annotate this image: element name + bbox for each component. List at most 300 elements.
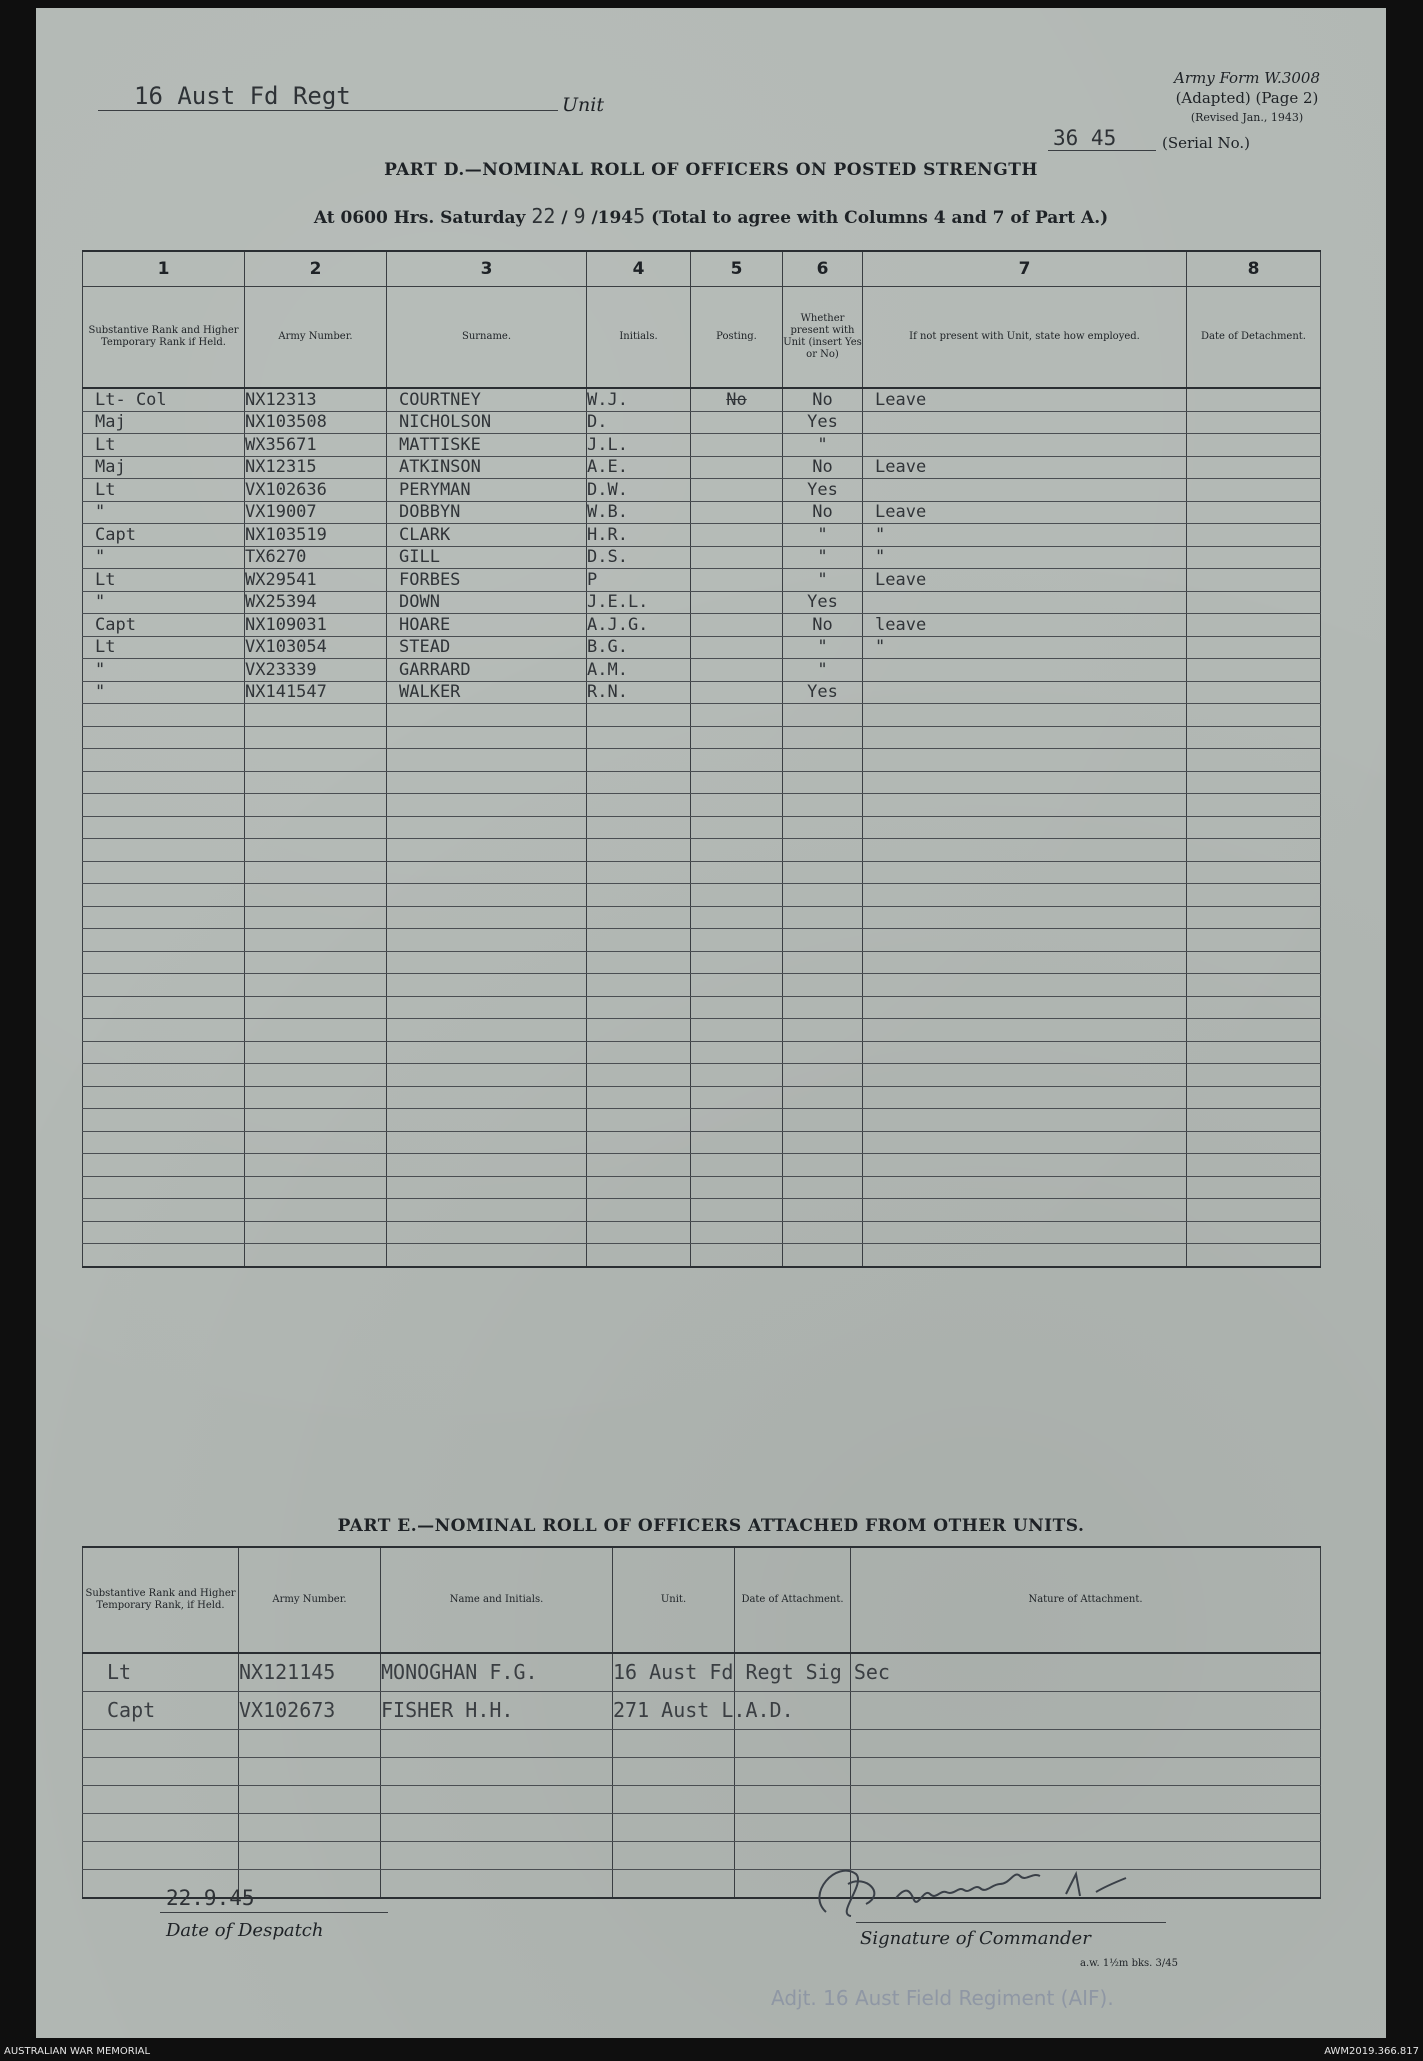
cell-nature bbox=[851, 1653, 1321, 1691]
cell-number bbox=[245, 974, 387, 997]
cell-present bbox=[783, 1041, 863, 1064]
date-year-prefix: /194 bbox=[591, 208, 634, 228]
cell-unit bbox=[613, 1869, 735, 1898]
cell-number bbox=[245, 771, 387, 794]
cell-unit bbox=[613, 1757, 735, 1785]
cell-number bbox=[239, 1869, 381, 1898]
cell-surname bbox=[387, 996, 587, 1019]
cell-detachment bbox=[1187, 434, 1321, 457]
cell-employed bbox=[863, 1109, 1187, 1132]
cell-name bbox=[381, 1841, 613, 1869]
table-row bbox=[83, 951, 1321, 974]
part-e-title: PART E.—NOMINAL ROLL OF OFFICERS ATTACHED FROM OTHER UNITS. bbox=[337, 1516, 1085, 1536]
cell-detachment bbox=[1187, 524, 1321, 547]
cell-initials: A.E. bbox=[587, 456, 691, 479]
cell-employed: Leave bbox=[863, 456, 1187, 479]
cell-posting bbox=[691, 1244, 783, 1267]
cell-initials bbox=[587, 1176, 691, 1199]
adjutant-stamp: Adjt. 16 Aust Field Regiment (AIF). bbox=[771, 1986, 1114, 2010]
cell-posting bbox=[691, 951, 783, 974]
table-row bbox=[83, 1019, 1321, 1042]
cell-surname bbox=[387, 794, 587, 817]
cell-rank bbox=[83, 1199, 245, 1222]
table-row bbox=[83, 906, 1321, 929]
cell-number: NX12313 bbox=[245, 388, 387, 411]
column-header: Date of Attachment. bbox=[735, 1547, 851, 1653]
table-row bbox=[83, 704, 1321, 727]
cell-name bbox=[381, 1869, 613, 1898]
table-row bbox=[83, 816, 1321, 839]
cell-number bbox=[245, 884, 387, 907]
cell-rank bbox=[83, 1041, 245, 1064]
cell-rank bbox=[83, 1757, 239, 1785]
cell-employed: " bbox=[863, 546, 1187, 569]
cell-number bbox=[245, 816, 387, 839]
cell-employed: " bbox=[863, 636, 1187, 659]
cell-posting bbox=[691, 884, 783, 907]
cell-surname bbox=[387, 1154, 587, 1177]
cell-rank: Lt bbox=[83, 434, 245, 457]
column-number: 3 bbox=[387, 251, 587, 287]
cell-present: No bbox=[783, 456, 863, 479]
cell-number bbox=[245, 1199, 387, 1222]
cell-initials bbox=[587, 1131, 691, 1154]
date-prefix: At 0600 Hrs. Saturday bbox=[313, 208, 526, 228]
cell-posting bbox=[691, 929, 783, 952]
column-number-row bbox=[83, 251, 1321, 287]
table-row bbox=[83, 884, 1321, 907]
cell-present bbox=[783, 749, 863, 772]
table-row bbox=[83, 388, 1321, 411]
cell-detachment bbox=[1187, 411, 1321, 434]
cell-rank bbox=[83, 1841, 239, 1869]
cell-posting bbox=[691, 1019, 783, 1042]
cell-initials bbox=[587, 996, 691, 1019]
cell-initials bbox=[587, 951, 691, 974]
table-row bbox=[83, 1176, 1321, 1199]
cell-posting bbox=[691, 794, 783, 817]
cell-rank: Lt- Col bbox=[83, 388, 245, 411]
cell-present bbox=[783, 839, 863, 862]
cell-nature bbox=[851, 1757, 1321, 1785]
cell-rank: Capt bbox=[83, 614, 245, 637]
cell-nature bbox=[851, 1691, 1321, 1729]
cell-rank bbox=[83, 816, 245, 839]
cell-number bbox=[245, 749, 387, 772]
cell-number: VX23339 bbox=[245, 659, 387, 682]
column-header: Initials. bbox=[587, 287, 691, 389]
unit-underline bbox=[98, 110, 558, 111]
cell-detachment bbox=[1187, 636, 1321, 659]
cell-detachment bbox=[1187, 1131, 1321, 1154]
cell-unit bbox=[613, 1729, 735, 1757]
cell-rank bbox=[83, 1131, 245, 1154]
cell-employed bbox=[863, 1086, 1187, 1109]
table-row bbox=[83, 996, 1321, 1019]
cell-employed: Leave bbox=[863, 388, 1187, 411]
cell-initials bbox=[587, 1154, 691, 1177]
cell-number bbox=[245, 929, 387, 952]
cell-employed bbox=[863, 816, 1187, 839]
cell-rank: Capt bbox=[83, 1691, 239, 1729]
cell-detachment bbox=[1187, 996, 1321, 1019]
cell-rank bbox=[83, 1244, 245, 1267]
cell-number bbox=[239, 1785, 381, 1813]
cell-date bbox=[735, 1785, 851, 1813]
cell-detachment bbox=[1187, 1221, 1321, 1244]
cell-present bbox=[783, 1176, 863, 1199]
cell-number: WX25394 bbox=[245, 591, 387, 614]
cell-posting bbox=[691, 636, 783, 659]
cell-unit bbox=[613, 1813, 735, 1841]
cell-posting bbox=[691, 1176, 783, 1199]
cell-present: " bbox=[783, 524, 863, 547]
cell-rank bbox=[83, 1109, 245, 1132]
cell-name bbox=[381, 1785, 613, 1813]
cell-rank bbox=[83, 929, 245, 952]
cell-number bbox=[245, 906, 387, 929]
cell-name: FISHER H.H. bbox=[381, 1691, 613, 1729]
cell-number bbox=[245, 1109, 387, 1132]
date-month: 9 bbox=[573, 204, 586, 228]
table-row bbox=[83, 974, 1321, 997]
cell-employed bbox=[863, 704, 1187, 727]
date-year-digit: 5 bbox=[633, 204, 646, 228]
cell-employed bbox=[863, 929, 1187, 952]
cell-posting bbox=[691, 524, 783, 547]
cell-present bbox=[783, 726, 863, 749]
cell-rank: " bbox=[83, 591, 245, 614]
cell-surname bbox=[387, 771, 587, 794]
cell-number bbox=[245, 1041, 387, 1064]
cell-number bbox=[245, 839, 387, 862]
cell-number: VX19007 bbox=[245, 501, 387, 524]
date-day: 22 bbox=[531, 204, 556, 228]
cell-initials bbox=[587, 884, 691, 907]
cell-detachment bbox=[1187, 1244, 1321, 1267]
serial-label: (Serial No.) bbox=[1162, 134, 1250, 152]
cell-posting bbox=[691, 1154, 783, 1177]
cell-posting bbox=[691, 749, 783, 772]
cell-rank bbox=[83, 951, 245, 974]
column-header: Army Number. bbox=[245, 287, 387, 389]
cell-rank bbox=[83, 794, 245, 817]
cell-surname bbox=[387, 726, 587, 749]
cell-present bbox=[783, 951, 863, 974]
cell-posting bbox=[691, 816, 783, 839]
cell-surname: NICHOLSON bbox=[387, 411, 587, 434]
column-number: 7 bbox=[863, 251, 1187, 287]
table-row bbox=[83, 749, 1321, 772]
cell-employed bbox=[863, 726, 1187, 749]
form-revised: (Revised Jan., 1943) bbox=[1190, 111, 1304, 124]
cell-present bbox=[783, 1131, 863, 1154]
table-row bbox=[83, 614, 1321, 637]
column-header: Nature of Attachment. bbox=[851, 1547, 1321, 1653]
date-suffix: (Total to agree with Columns 4 and 7 of Part A.) bbox=[651, 208, 1109, 228]
cell-name: MONOGHAN F.G. bbox=[381, 1653, 613, 1691]
cell-number bbox=[245, 1019, 387, 1042]
cell-present bbox=[783, 1221, 863, 1244]
table-row bbox=[83, 1064, 1321, 1087]
cell-number bbox=[239, 1813, 381, 1841]
cell-surname bbox=[387, 1244, 587, 1267]
cell-employed: leave bbox=[863, 614, 1187, 637]
cell-detachment bbox=[1187, 929, 1321, 952]
unit-value: 16 Aust Fd Regt bbox=[134, 82, 351, 110]
cell-surname bbox=[387, 974, 587, 997]
cell-number bbox=[245, 1154, 387, 1177]
cell-present: Yes bbox=[783, 591, 863, 614]
cell-employed bbox=[863, 996, 1187, 1019]
cell-rank bbox=[83, 1176, 245, 1199]
serial-underline bbox=[1048, 150, 1156, 151]
cell-rank: Lt bbox=[83, 1653, 239, 1691]
cell-posting: No bbox=[691, 388, 783, 411]
cell-rank: Lt bbox=[83, 479, 245, 502]
cell-posting bbox=[691, 456, 783, 479]
cell-rank bbox=[83, 749, 245, 772]
cell-initials bbox=[587, 906, 691, 929]
cell-surname: WALKER bbox=[387, 681, 587, 704]
cell-rank bbox=[83, 906, 245, 929]
cell-rank bbox=[83, 704, 245, 727]
cell-present: " bbox=[783, 434, 863, 457]
cell-posting bbox=[691, 1086, 783, 1109]
cell-present bbox=[783, 704, 863, 727]
cell-surname bbox=[387, 1199, 587, 1222]
cell-rank bbox=[83, 996, 245, 1019]
cell-posting bbox=[691, 1064, 783, 1087]
cell-number: VX102673 bbox=[239, 1691, 381, 1729]
column-header-row bbox=[83, 287, 1321, 389]
cell-rank: " bbox=[83, 501, 245, 524]
cell-number bbox=[245, 1244, 387, 1267]
cell-present bbox=[783, 794, 863, 817]
table-row bbox=[83, 1086, 1321, 1109]
cell-employed bbox=[863, 1176, 1187, 1199]
form-sheet bbox=[36, 8, 1386, 2038]
cell-detachment bbox=[1187, 861, 1321, 884]
cell-detachment bbox=[1187, 456, 1321, 479]
cell-rank: " bbox=[83, 546, 245, 569]
column-header: Substantive Rank and Higher Temporary Rank, if Held. bbox=[83, 1547, 239, 1653]
cell-employed: " bbox=[863, 524, 1187, 547]
cell-initials bbox=[587, 704, 691, 727]
table-row bbox=[83, 1729, 1321, 1757]
cell-detachment bbox=[1187, 388, 1321, 411]
cell-surname bbox=[387, 1086, 587, 1109]
cell-surname bbox=[387, 1176, 587, 1199]
cell-surname: GILL bbox=[387, 546, 587, 569]
cell-posting bbox=[691, 614, 783, 637]
cell-initials: J.L. bbox=[587, 434, 691, 457]
cell-posting bbox=[691, 434, 783, 457]
cell-rank bbox=[83, 1086, 245, 1109]
cell-number: NX103508 bbox=[245, 411, 387, 434]
cell-posting bbox=[691, 1199, 783, 1222]
table-row bbox=[83, 1653, 1321, 1691]
printer-note: a.w. 1½m bks. 3/45 bbox=[1080, 1958, 1178, 1969]
despatch-label: Date of Despatch bbox=[166, 1920, 324, 1941]
cell-detachment bbox=[1187, 906, 1321, 929]
cell-rank: Capt bbox=[83, 524, 245, 547]
cell-initials bbox=[587, 861, 691, 884]
cell-date bbox=[735, 1729, 851, 1757]
cell-employed bbox=[863, 861, 1187, 884]
cell-unit bbox=[613, 1785, 735, 1813]
cell-surname: DOWN bbox=[387, 591, 587, 614]
cell-initials bbox=[587, 1041, 691, 1064]
cell-detachment bbox=[1187, 501, 1321, 524]
cell-surname bbox=[387, 839, 587, 862]
cell-number bbox=[245, 704, 387, 727]
cell-name bbox=[381, 1813, 613, 1841]
cell-present bbox=[783, 771, 863, 794]
cell-initials bbox=[587, 1019, 691, 1042]
cell-detachment bbox=[1187, 1109, 1321, 1132]
cell-surname bbox=[387, 1109, 587, 1132]
cell-initials bbox=[587, 749, 691, 772]
cell-number: NX109031 bbox=[245, 614, 387, 637]
cell-number bbox=[245, 1131, 387, 1154]
cell-initials: A.M. bbox=[587, 659, 691, 682]
cell-detachment bbox=[1187, 681, 1321, 704]
table-row bbox=[83, 1131, 1321, 1154]
cell-employed bbox=[863, 1131, 1187, 1154]
column-header: Whether present with Unit (insert Yes or No) bbox=[783, 287, 863, 389]
cell-number: NX12315 bbox=[245, 456, 387, 479]
cell-present bbox=[783, 816, 863, 839]
cell-surname: ATKINSON bbox=[387, 456, 587, 479]
column-header: Posting. bbox=[691, 287, 783, 389]
column-number: 6 bbox=[783, 251, 863, 287]
cell-rank bbox=[83, 1729, 239, 1757]
column-header: Surname. bbox=[387, 287, 587, 389]
cell-rank: " bbox=[83, 659, 245, 682]
cell-employed bbox=[863, 749, 1187, 772]
cell-date bbox=[735, 1813, 851, 1841]
table-row bbox=[83, 479, 1321, 502]
cell-unit: 271 Aust L.A.D. bbox=[613, 1691, 735, 1729]
cell-rank bbox=[83, 726, 245, 749]
cell-posting bbox=[691, 546, 783, 569]
cell-unit bbox=[613, 1841, 735, 1869]
table-row bbox=[83, 1041, 1321, 1064]
cell-employed bbox=[863, 1199, 1187, 1222]
cell-posting bbox=[691, 996, 783, 1019]
cell-present bbox=[783, 1064, 863, 1087]
table-row bbox=[83, 659, 1321, 682]
cell-detachment bbox=[1187, 1041, 1321, 1064]
cell-employed bbox=[863, 794, 1187, 817]
cell-rank bbox=[83, 974, 245, 997]
cell-rank bbox=[83, 1221, 245, 1244]
cell-rank: Lt bbox=[83, 569, 245, 592]
cell-present bbox=[783, 1244, 863, 1267]
cell-detachment bbox=[1187, 614, 1321, 637]
cell-employed bbox=[863, 771, 1187, 794]
column-header: If not present with Unit, state how employed. bbox=[863, 287, 1187, 389]
cell-present bbox=[783, 1109, 863, 1132]
cell-number: VX102636 bbox=[245, 479, 387, 502]
cell-detachment bbox=[1187, 546, 1321, 569]
table-row bbox=[83, 681, 1321, 704]
cell-present: No bbox=[783, 501, 863, 524]
cell-initials: A.J.G. bbox=[587, 614, 691, 637]
cell-detachment bbox=[1187, 839, 1321, 862]
cell-present: Yes bbox=[783, 681, 863, 704]
cell-detachment bbox=[1187, 1176, 1321, 1199]
form-number: Army Form W.3008 bbox=[1174, 69, 1320, 87]
cell-detachment bbox=[1187, 1154, 1321, 1177]
form-identifier bbox=[1174, 68, 1320, 128]
signature-underline bbox=[856, 1922, 1166, 1923]
cell-number: NX121145 bbox=[239, 1653, 381, 1691]
cell-surname: DOBBYN bbox=[387, 501, 587, 524]
cell-number: TX6270 bbox=[245, 546, 387, 569]
despatch-date-value: 22.9.45 bbox=[166, 1886, 255, 1910]
cell-posting bbox=[691, 839, 783, 862]
cell-present bbox=[783, 1199, 863, 1222]
cell-employed bbox=[863, 659, 1187, 682]
cell-initials bbox=[587, 1109, 691, 1132]
cell-surname: FORBES bbox=[387, 569, 587, 592]
cell-number bbox=[245, 951, 387, 974]
cell-present: " bbox=[783, 546, 863, 569]
cell-present: Yes bbox=[783, 411, 863, 434]
table-row bbox=[83, 1154, 1321, 1177]
cell-detachment bbox=[1187, 1086, 1321, 1109]
cell-detachment bbox=[1187, 569, 1321, 592]
cell-posting bbox=[691, 1109, 783, 1132]
table-row bbox=[83, 861, 1321, 884]
table-row bbox=[83, 929, 1321, 952]
cell-detachment bbox=[1187, 479, 1321, 502]
cell-initials bbox=[587, 1199, 691, 1222]
cell-initials bbox=[587, 974, 691, 997]
cell-rank bbox=[83, 771, 245, 794]
part-d-date-line: At 0600 Hrs. Saturday 22 / 9 /1945 (Total to agree with Columns 4 and 7 of Part A.) bbox=[313, 204, 1109, 228]
cell-posting bbox=[691, 704, 783, 727]
cell-detachment bbox=[1187, 1019, 1321, 1042]
form-adapted: (Adapted) (Page 2) bbox=[1175, 89, 1319, 107]
cell-detachment bbox=[1187, 816, 1321, 839]
table-row bbox=[83, 456, 1321, 479]
cell-present: " bbox=[783, 636, 863, 659]
cell-initials bbox=[587, 1244, 691, 1267]
cell-posting bbox=[691, 411, 783, 434]
table-row bbox=[83, 1244, 1321, 1267]
cell-surname bbox=[387, 816, 587, 839]
table-row bbox=[83, 1109, 1321, 1132]
cell-rank bbox=[83, 1064, 245, 1087]
table-row bbox=[83, 1813, 1321, 1841]
cell-employed bbox=[863, 951, 1187, 974]
cell-employed bbox=[863, 591, 1187, 614]
cell-present: " bbox=[783, 659, 863, 682]
cell-initials bbox=[587, 929, 691, 952]
cell-rank: Maj bbox=[83, 411, 245, 434]
cell-number: WX35671 bbox=[245, 434, 387, 457]
cell-rank bbox=[83, 884, 245, 907]
table-row bbox=[83, 569, 1321, 592]
cell-posting bbox=[691, 681, 783, 704]
cell-initials bbox=[587, 1086, 691, 1109]
cell-surname bbox=[387, 906, 587, 929]
cell-surname: COURTNEY bbox=[387, 388, 587, 411]
cell-posting bbox=[691, 479, 783, 502]
